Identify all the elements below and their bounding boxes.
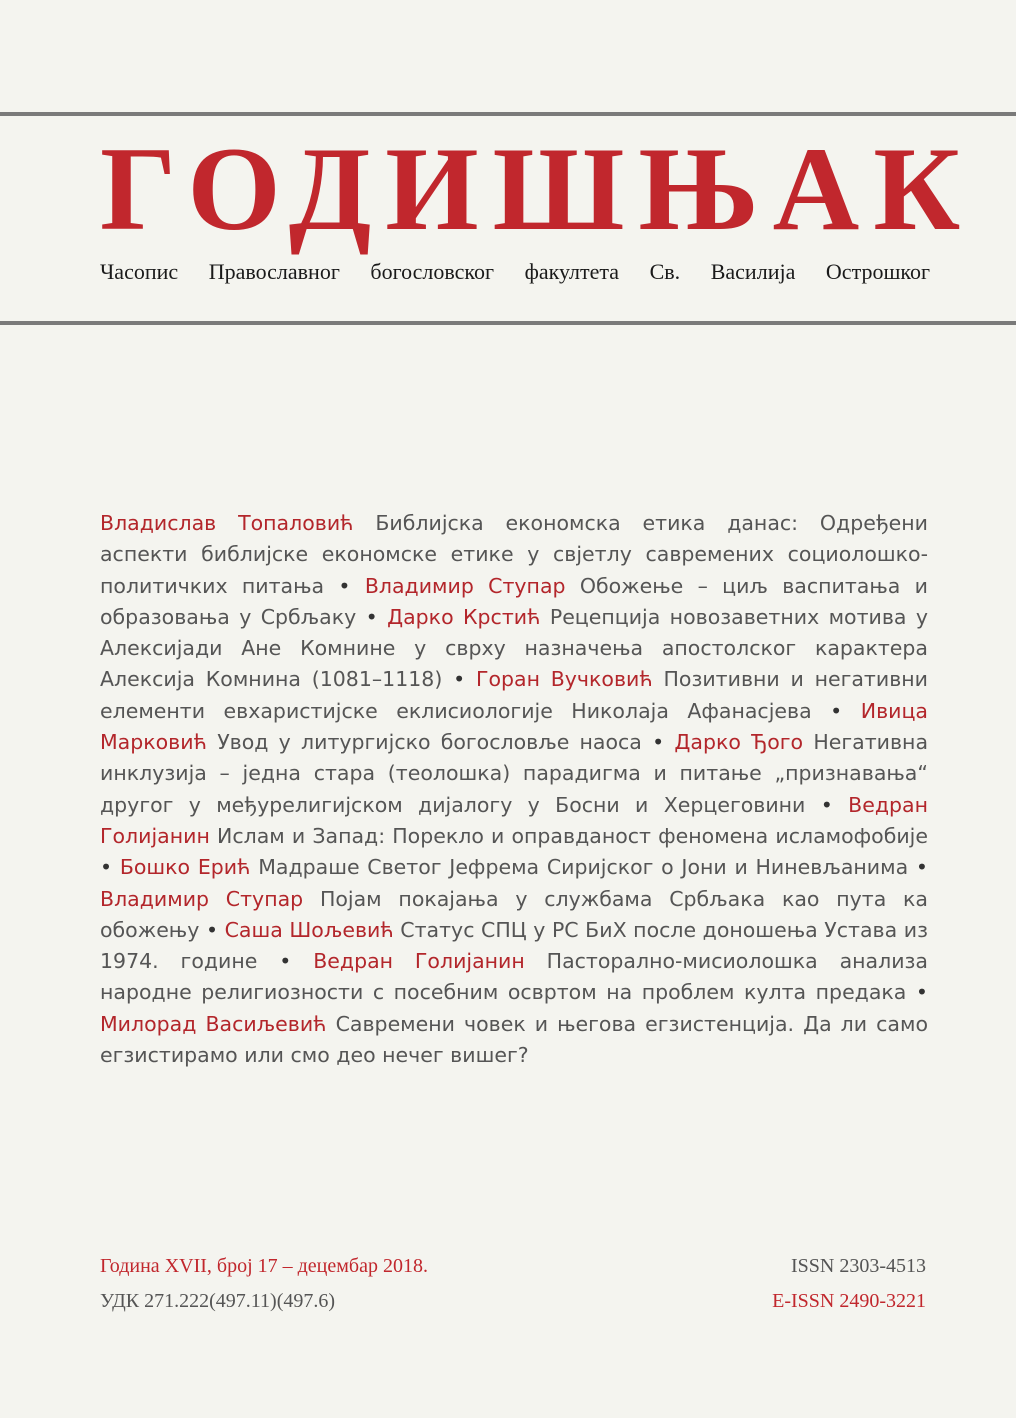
article-author: Владислав Топаловић [100, 511, 354, 535]
bullet-separator: • [915, 980, 928, 1005]
bullet-separator: • [205, 917, 219, 942]
article-title: Ислам и Запад: Порекло и оправданост феномена исламофобије [217, 823, 928, 848]
article-author: Милорад Васиљевић [100, 1011, 327, 1036]
article-title: Позитивни и негативни елементи евхаристијске еклисиологије Николаја Афанасјева [100, 667, 928, 723]
top-rule [0, 112, 1016, 116]
issn: ISSN 2303-4513 [790, 1255, 926, 1277]
e-issn: E-ISSN 2490-3221 [772, 1290, 926, 1312]
article-title: Пасторално-мисиолошка анализа народне религиозности с посебним освртом на проблем култа предака [100, 949, 928, 1005]
article-title: Савремени човек и његова егзистенција. Да ли само егзистирамо или смо део нечег вишег? [100, 1011, 928, 1068]
udk-code: УДК 271.222(497.11)(497.6) [100, 1290, 336, 1312]
article-author: Ведран Голијанин [100, 792, 928, 848]
article-author: Ивица Марковић [100, 698, 928, 755]
bullet-separator: • [365, 604, 378, 629]
article-author: Бошко Ерић [119, 855, 251, 880]
issue-info: Година XVII, број 17 – децембар 2018. [100, 1255, 428, 1277]
bullet-separator: • [279, 949, 292, 974]
article-title: Увод у литургијско богословље наоса [217, 730, 642, 755]
bullet-separator: • [652, 730, 665, 755]
journal-subtitle: Часопис Православног богословског факултета Св. Василија Острошког [100, 259, 930, 284]
bullet-separator: • [100, 855, 113, 880]
article-title: Негативна инклузија – једна стара (теолошка) парадигма и питање „признавања“ другог у међурелигијском дијалогу у Босни и Херцеговини [100, 730, 928, 817]
bullet-separator: • [830, 698, 843, 723]
bullet-separator: • [453, 667, 466, 692]
bullet-separator: • [915, 855, 928, 880]
article-author: Дарко Ђого [674, 730, 804, 755]
journal-title: ГОДИШЊАК [100, 122, 975, 255]
article-title: Појам покајања у службама Србљака као пута ка обожењу [100, 886, 928, 942]
article-author: Дарко Крстић [387, 604, 541, 629]
article-author: Владимир Ступар [100, 886, 304, 911]
article-title: Статус СПЦ у РС БиХ после доношења Устава из 1974. године [100, 917, 928, 974]
bottom-rule [0, 321, 1016, 325]
table-of-contents [100, 508, 928, 1071]
article-author: Горан Вучковић [475, 667, 653, 692]
article-author: Саша Шољевић [224, 917, 394, 942]
article-author: Владимир Ступар [364, 573, 566, 598]
article-title: Обожење – циљ васпитања и образовања у Србљаку [100, 573, 928, 629]
article-title: Рецепција новозаветних мотива у Алексијади Ане Комнине у сврху назначења апостолског карактера Алексија Комнина (1081–1118) [100, 604, 928, 692]
bullet-separator: • [338, 573, 351, 598]
article-author: Ведран Голијанин [313, 949, 525, 974]
bullet-separator: • [820, 792, 833, 817]
article-title: Библијска економска етика данас: Одређени аспекти библијске економске етике у свјетлу савремених социолошко-политичких питања [100, 511, 928, 598]
article-title: Мадраше Светог Јефрема Сиријског о Јони и Ниневљанима [258, 855, 909, 880]
